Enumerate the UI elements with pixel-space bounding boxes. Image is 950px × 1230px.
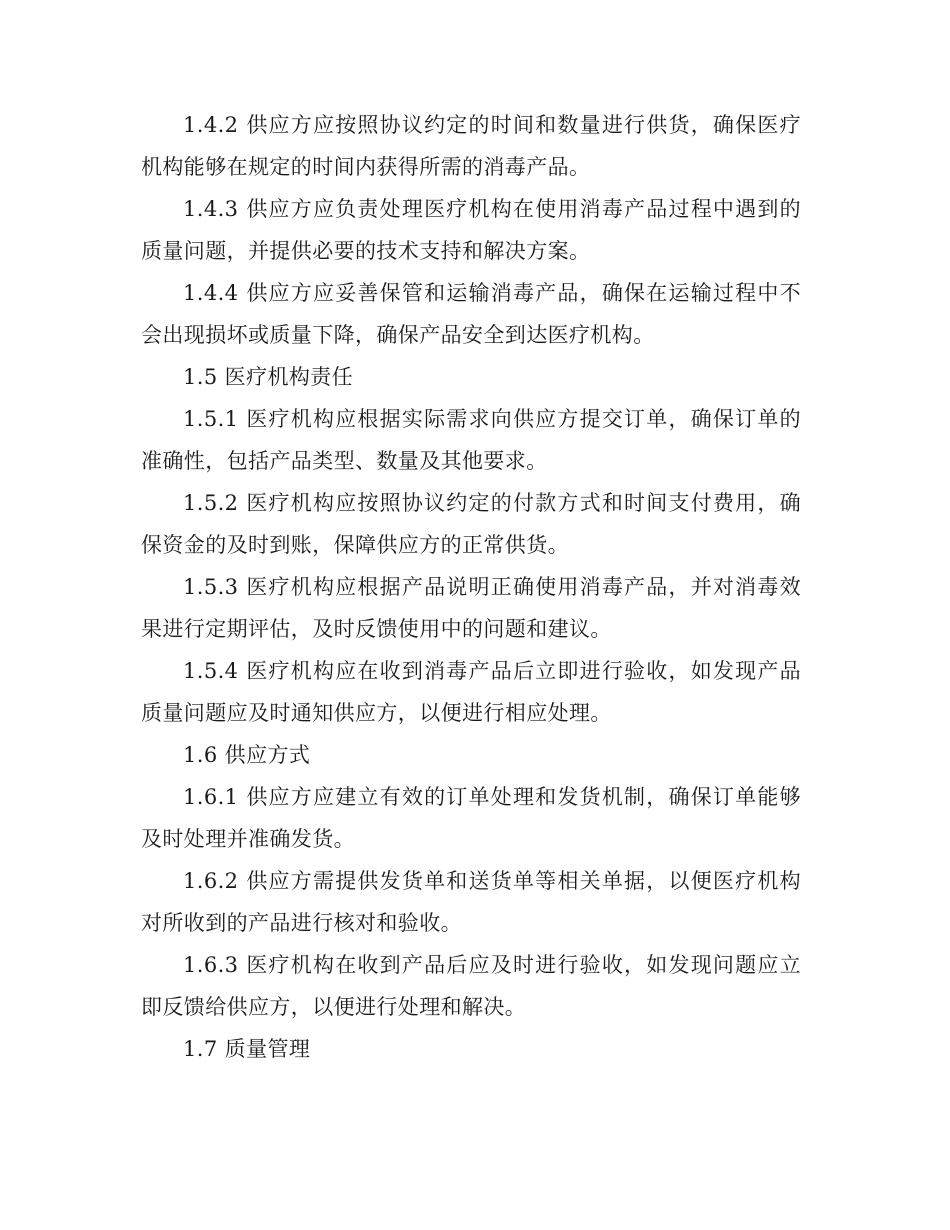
clause-1-6-1: 1.6.1 供应方应建立有效的订单处理和发货机制，确保订单能够及时处理并准确发货。	[141, 785, 801, 851]
section-1-5-heading: 1.5 医疗机构责任	[183, 365, 354, 389]
clause-1-5-4: 1.5.4 医疗机构应在收到消毒产品后立即进行验收，如发现产品质量问题应及时通知供应方，以便进行相应处理。	[141, 659, 801, 725]
clause-1-4-2: 1.4.2 供应方应按照协议约定的时间和数量进行供货，确保医疗机构能够在规定的时间内获得所需的消毒产品。	[141, 113, 801, 179]
clause-1-5-2: 1.5.2 医疗机构应按照协议约定的付款方式和时间支付费用，确保资金的及时到账，保障供应方的正常供货。	[141, 491, 801, 557]
section-1-7-heading: 1.7 质量管理	[183, 1037, 311, 1061]
document-body	[141, 104, 801, 1070]
section-1-6-heading: 1.6 供应方式	[183, 743, 311, 767]
clause-1-4-4: 1.4.4 供应方应妥善保管和运输消毒产品，确保在运输过程中不会出现损坏或质量下降，确保产品安全到达医疗机构。	[141, 281, 801, 347]
clause-1-5-1: 1.5.1 医疗机构应根据实际需求向供应方提交订单，确保订单的准确性，包括产品类型、数量及其他要求。	[141, 407, 801, 473]
clause-1-6-2: 1.6.2 供应方需提供发货单和送货单等相关单据，以便医疗机构对所收到的产品进行核对和验收。	[141, 869, 801, 935]
clause-1-5-3: 1.5.3 医疗机构应根据产品说明正确使用消毒产品，并对消毒效果进行定期评估，及时反馈使用中的问题和建议。	[141, 575, 801, 641]
clause-1-6-3: 1.6.3 医疗机构在收到产品后应及时进行验收，如发现问题应立即反馈给供应方，以便进行处理和解决。	[141, 953, 801, 1019]
clause-1-4-3: 1.4.3 供应方应负责处理医疗机构在使用消毒产品过程中遇到的质量问题，并提供必要的技术支持和解决方案。	[141, 197, 801, 263]
